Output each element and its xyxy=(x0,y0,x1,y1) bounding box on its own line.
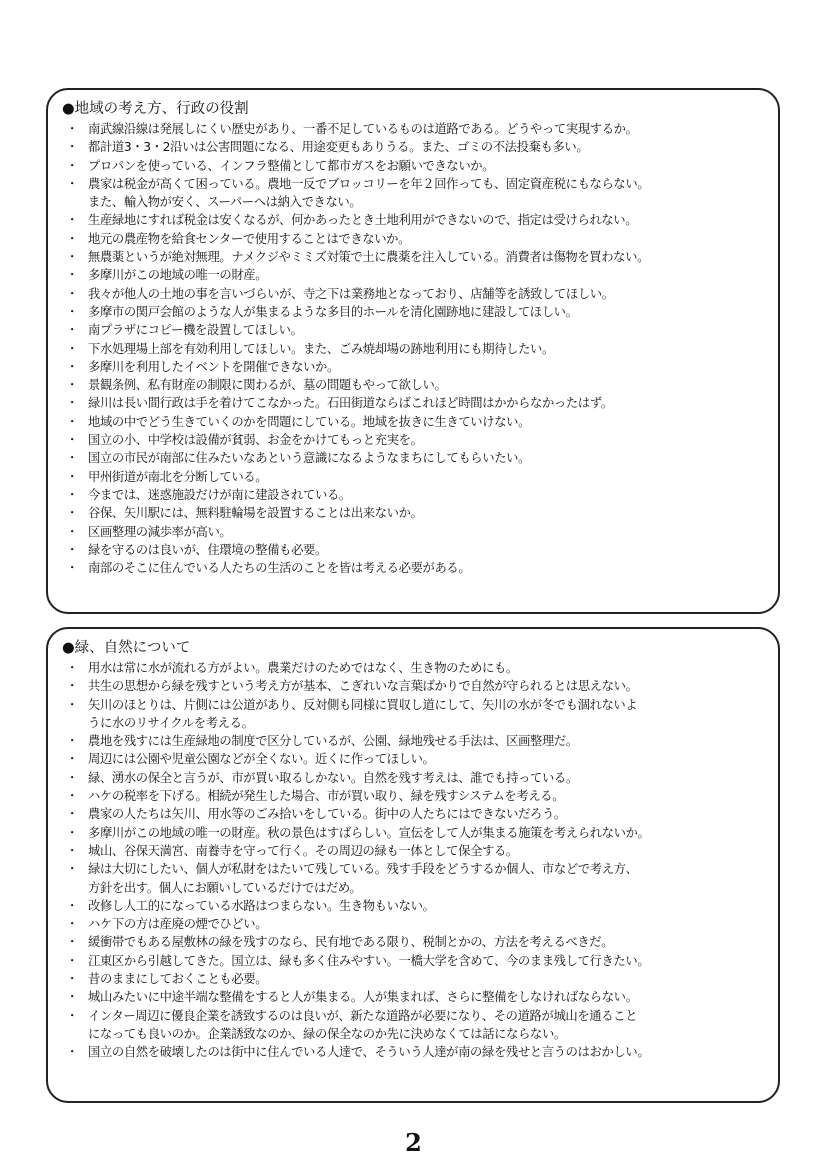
list-item xyxy=(62,750,768,768)
list-item-text: また、輸入物が安く、スーパーへは納入できない。 xyxy=(88,195,362,210)
list-item-text: になっても良いのか。企業誘致なのか、緑の保全なのか先に決めなくては話にならない。 xyxy=(88,1026,566,1041)
bullet-mark: ・ xyxy=(66,378,78,393)
list-item-text: 江東区から引越してきた。国立は、緑も多く住みやすい。一橋大学を含めて、今のまま残して行きたい。 xyxy=(88,953,650,968)
list-item-text: 都計道3・3・2沿いは公害問題になる、用途変更もありうる。また、ゴミの不法投棄も多い。 xyxy=(88,140,589,155)
list-item xyxy=(62,230,768,248)
bullet-mark: ・ xyxy=(66,268,78,283)
bullet-mark: ・ xyxy=(66,862,78,877)
list-item xyxy=(62,824,768,842)
bullet-mark: ・ xyxy=(66,807,78,822)
list-item-text: 緩衝帯でもある屋敷林の緑を残すのなら、民有地である限り、税制とかの、方法を考えるべきだ。 xyxy=(88,935,614,950)
list-item xyxy=(62,175,768,212)
bullet-mark: ・ xyxy=(66,679,78,694)
section-heading: ●緑、自然について xyxy=(62,640,191,656)
list-item-text: ハケの税率を下げる。相続が発生した場合、市が買い取り、緑を残すシステムを考える。 xyxy=(88,789,565,804)
list-item-text: 地元の農産物を給食センターで使用することはできないか。 xyxy=(88,231,411,246)
bullet-mark: ・ xyxy=(66,231,78,246)
list-item xyxy=(62,376,768,394)
bullet-mark: ・ xyxy=(66,935,78,950)
bullet-mark: ・ xyxy=(66,542,78,557)
bullet-mark: ・ xyxy=(66,396,78,411)
list-item-text: 多摩川がこの地域の唯一の財産。 xyxy=(88,268,268,283)
bullet-mark: ・ xyxy=(66,506,78,521)
list-item xyxy=(62,769,768,787)
list-item-text: 周辺には公園や児童公園などが全くない。近くに作ってほしい。 xyxy=(88,752,435,767)
list-item-text: 多摩市の関戸会館のような人が集まるような多目的ホールを清化園跡地に建設してほしい。 xyxy=(88,304,578,319)
bullet-mark: ・ xyxy=(66,972,78,987)
list-item-text: 地域の中でどう生きていくのかを問題にしている。地域を抜きに生きていけない。 xyxy=(88,414,531,429)
list-item-text: 南部のそこに住んでいる人たちの生活のことを皆は考える必要がある。 xyxy=(88,561,471,576)
list-item-text: 谷保、矢川駅には、無料駐輪場を設置することは出来ないか。 xyxy=(88,506,423,521)
bullet-mark: ・ xyxy=(66,286,78,301)
section-box-local-government xyxy=(46,88,780,614)
bullet-mark: ・ xyxy=(66,414,78,429)
list-item-text: うに水のリサイクルを考える。 xyxy=(88,715,254,730)
list-item-text: 区画整理の減歩率が高い。 xyxy=(88,524,232,539)
bullet-mark: ・ xyxy=(66,734,78,749)
list-item-text: 我々が他人の土地の事を言いづらいが、寺之下は業務地となっており、店舗等を誘致してほしい。 xyxy=(88,286,614,301)
list-item xyxy=(62,897,768,915)
list-item-text: 改修し人工的になっている水路はつまらない。生き物もいない。 xyxy=(88,898,435,913)
bullet-mark: ・ xyxy=(66,752,78,767)
list-item-text: 城山みたいに中途半端な整備をすると人が集まる。人が集まれば、さらに整備をしなければならない。 xyxy=(88,990,638,1005)
list-item-text: 下水処理場上部を有効利用してほしい。また、ごみ焼却場の跡地利用にも期待したい。 xyxy=(88,341,554,356)
bullet-mark: ・ xyxy=(66,304,78,319)
list-item xyxy=(62,805,768,823)
list-item xyxy=(62,842,768,860)
bullet-mark: ・ xyxy=(66,341,78,356)
bullet-mark: ・ xyxy=(66,561,78,576)
bullet-mark: ・ xyxy=(66,843,78,858)
bullet-mark: ・ xyxy=(66,825,78,840)
bullet-mark: ・ xyxy=(66,213,78,228)
list-item xyxy=(62,952,768,970)
bullet-mark: ・ xyxy=(66,990,78,1005)
list-item xyxy=(62,970,768,988)
bullet-mark: ・ xyxy=(66,469,78,484)
list-item-text: 生産緑地にすれば税金は安くなるが、何かあったとき土地利用ができないので、指定は受けられない。 xyxy=(88,213,638,228)
list-item-text: 農家は税金が高くて困っている。農地一反でブロッコリーを年２回作っても、固定資産税にもならない。 xyxy=(88,176,650,191)
list-item-text: 多摩川がこの地域の唯一の財産。秋の景色はすばらしい。宣伝をして人が集まる施策を考えられないか。 xyxy=(88,825,650,840)
list-item xyxy=(62,915,768,933)
list-item xyxy=(62,988,768,1006)
list-item-text: 国立の自然を破壊したのは街中に住んでいる人達で、そういう人達が南の緑を残せと言うのはおかしい。 xyxy=(88,1045,650,1060)
list-item-text: 用水は常に水が流れる方がよい。農業だけのためではなく、生き物のためにも。 xyxy=(88,661,518,675)
item-list xyxy=(62,120,768,577)
bullet-mark: ・ xyxy=(66,789,78,804)
bullet-mark: ・ xyxy=(66,917,78,932)
bullet-mark: ・ xyxy=(66,433,78,448)
list-item-text: 今までは、迷惑施設だけが南に建設されている。 xyxy=(88,487,351,502)
page-number: 2 xyxy=(405,1128,422,1157)
list-item-text: 緑川は長い間行政は手を着けてこなかった。石田街道ならばこれほど時間はかからなかったはず。 xyxy=(88,396,613,411)
list-item xyxy=(62,211,768,229)
list-item xyxy=(62,303,768,321)
list-item xyxy=(62,659,768,677)
list-item-text: 国立の市民が南部に住みたいなあという意識になるようなまちにしてもらいたい。 xyxy=(88,451,531,466)
list-item xyxy=(62,732,768,750)
list-item-text: 昔のままにしておくことも必要。 xyxy=(88,972,268,987)
bullet-mark: ・ xyxy=(66,524,78,539)
list-item-text: ハケ下の方は産廃の煙でひどい。 xyxy=(88,917,268,932)
list-item xyxy=(62,1007,768,1044)
bullet-mark: ・ xyxy=(66,1008,78,1023)
list-item xyxy=(62,860,768,897)
list-item xyxy=(62,504,768,522)
list-item-text: 緑は大切にしたい、個人が私財をはたいて残している。残す手段をどうするか個人、市などで考え方、 xyxy=(88,862,638,877)
list-item xyxy=(62,933,768,951)
list-item xyxy=(62,138,768,156)
list-item xyxy=(62,559,768,577)
item-list xyxy=(62,659,768,1062)
list-item xyxy=(62,358,768,376)
list-item xyxy=(62,248,768,266)
bullet-mark: ・ xyxy=(66,770,78,785)
bullet-mark: ・ xyxy=(66,953,78,968)
bullet-mark: ・ xyxy=(66,323,78,338)
section-heading: ●地域の考え方、行政の役割 xyxy=(62,101,249,117)
bullet-mark: ・ xyxy=(66,122,78,136)
list-item-text: 農家の人たちは矢川、用水等のごみ拾いをしている。街中の人たちにはできないだろう。 xyxy=(88,807,566,822)
bullet-mark: ・ xyxy=(66,451,78,466)
bullet-mark: ・ xyxy=(66,140,78,155)
list-item-text: 南プラザにコピー機を設置してほしい。 xyxy=(88,323,303,338)
list-item-text: 矢川のほとりは、片側には公道があり、反対側も同様に買収し道にして、矢川の水が冬でも涸れないよ xyxy=(88,697,638,712)
bullet-mark: ・ xyxy=(66,487,78,502)
list-item xyxy=(62,1043,768,1061)
bullet-mark: ・ xyxy=(66,250,78,265)
list-item xyxy=(62,468,768,486)
list-item xyxy=(62,266,768,284)
bullet-mark: ・ xyxy=(66,661,78,675)
list-item-text: 緑を守るのは良いが、住環境の整備も必要。 xyxy=(88,542,327,557)
list-item xyxy=(62,449,768,467)
list-item-text: 緑、湧水の保全と言うが、市が買い取るしかない。自然を残す考えは、誰でも持っている。 xyxy=(88,770,578,785)
list-item-text: インター周辺に優良企業を誘致するのは良いが、新たな道路が必要になり、その道路が城山を通ること xyxy=(88,1008,638,1023)
list-item-text: 国立の小、中学校は設備が貧弱、お金をかけてもっと充実を。 xyxy=(88,433,423,448)
list-item-text: 甲州街道が南北を分断している。 xyxy=(88,469,268,484)
list-item-text: 景観条例、私有財産の制限に関わるが、墓の問題もやって欲しい。 xyxy=(88,378,447,393)
list-item-text: 無農薬というが絶対無理。ナメクジやミミズ対策で土に農薬を注入している。消費者は傷物を買わない。 xyxy=(88,250,650,265)
list-item xyxy=(62,696,768,733)
list-item xyxy=(62,340,768,358)
list-item xyxy=(62,541,768,559)
list-item-text: 多摩川を利用したイベントを開催できないか。 xyxy=(88,359,339,374)
list-item xyxy=(62,413,768,431)
list-item-text: プロパンを使っている、インフラ整備として都市ガスをお願いできないか。 xyxy=(88,158,495,173)
list-item xyxy=(62,523,768,541)
bullet-mark: ・ xyxy=(66,359,78,374)
list-item xyxy=(62,787,768,805)
list-item xyxy=(62,486,768,504)
list-item xyxy=(62,431,768,449)
list-item xyxy=(62,321,768,339)
bullet-mark: ・ xyxy=(66,898,78,913)
list-item xyxy=(62,394,768,412)
list-item xyxy=(62,285,768,303)
bullet-mark: ・ xyxy=(66,697,78,712)
list-item-text: 共生の思想から緑を残すという考え方が基本、こぎれいな言葉ばかりで自然が守られるとは思えない。 xyxy=(88,679,638,694)
bullet-mark: ・ xyxy=(66,1045,78,1060)
list-item xyxy=(62,120,768,138)
list-item xyxy=(62,157,768,175)
list-item-text: 南武線沿線は発展しにくい歴史があり、一番不足しているものは道路である。どうやって実現するか。 xyxy=(88,122,638,136)
list-item-text: 城山、谷保天満宮、南養寺を守って行く。その周辺の緑も一体として保全する。 xyxy=(88,843,518,858)
list-item xyxy=(62,677,768,695)
section-box-greenery-nature xyxy=(46,627,780,1103)
list-item-text: 農地を残すには生産緑地の制度で区分しているが、公園、緑地残せる手法は、区画整理だ。 xyxy=(88,734,578,749)
bullet-mark: ・ xyxy=(66,176,78,191)
list-item-text: 方針を出す。個人にお願いしているだけではだめ。 xyxy=(88,880,362,895)
bullet-mark: ・ xyxy=(66,158,78,173)
